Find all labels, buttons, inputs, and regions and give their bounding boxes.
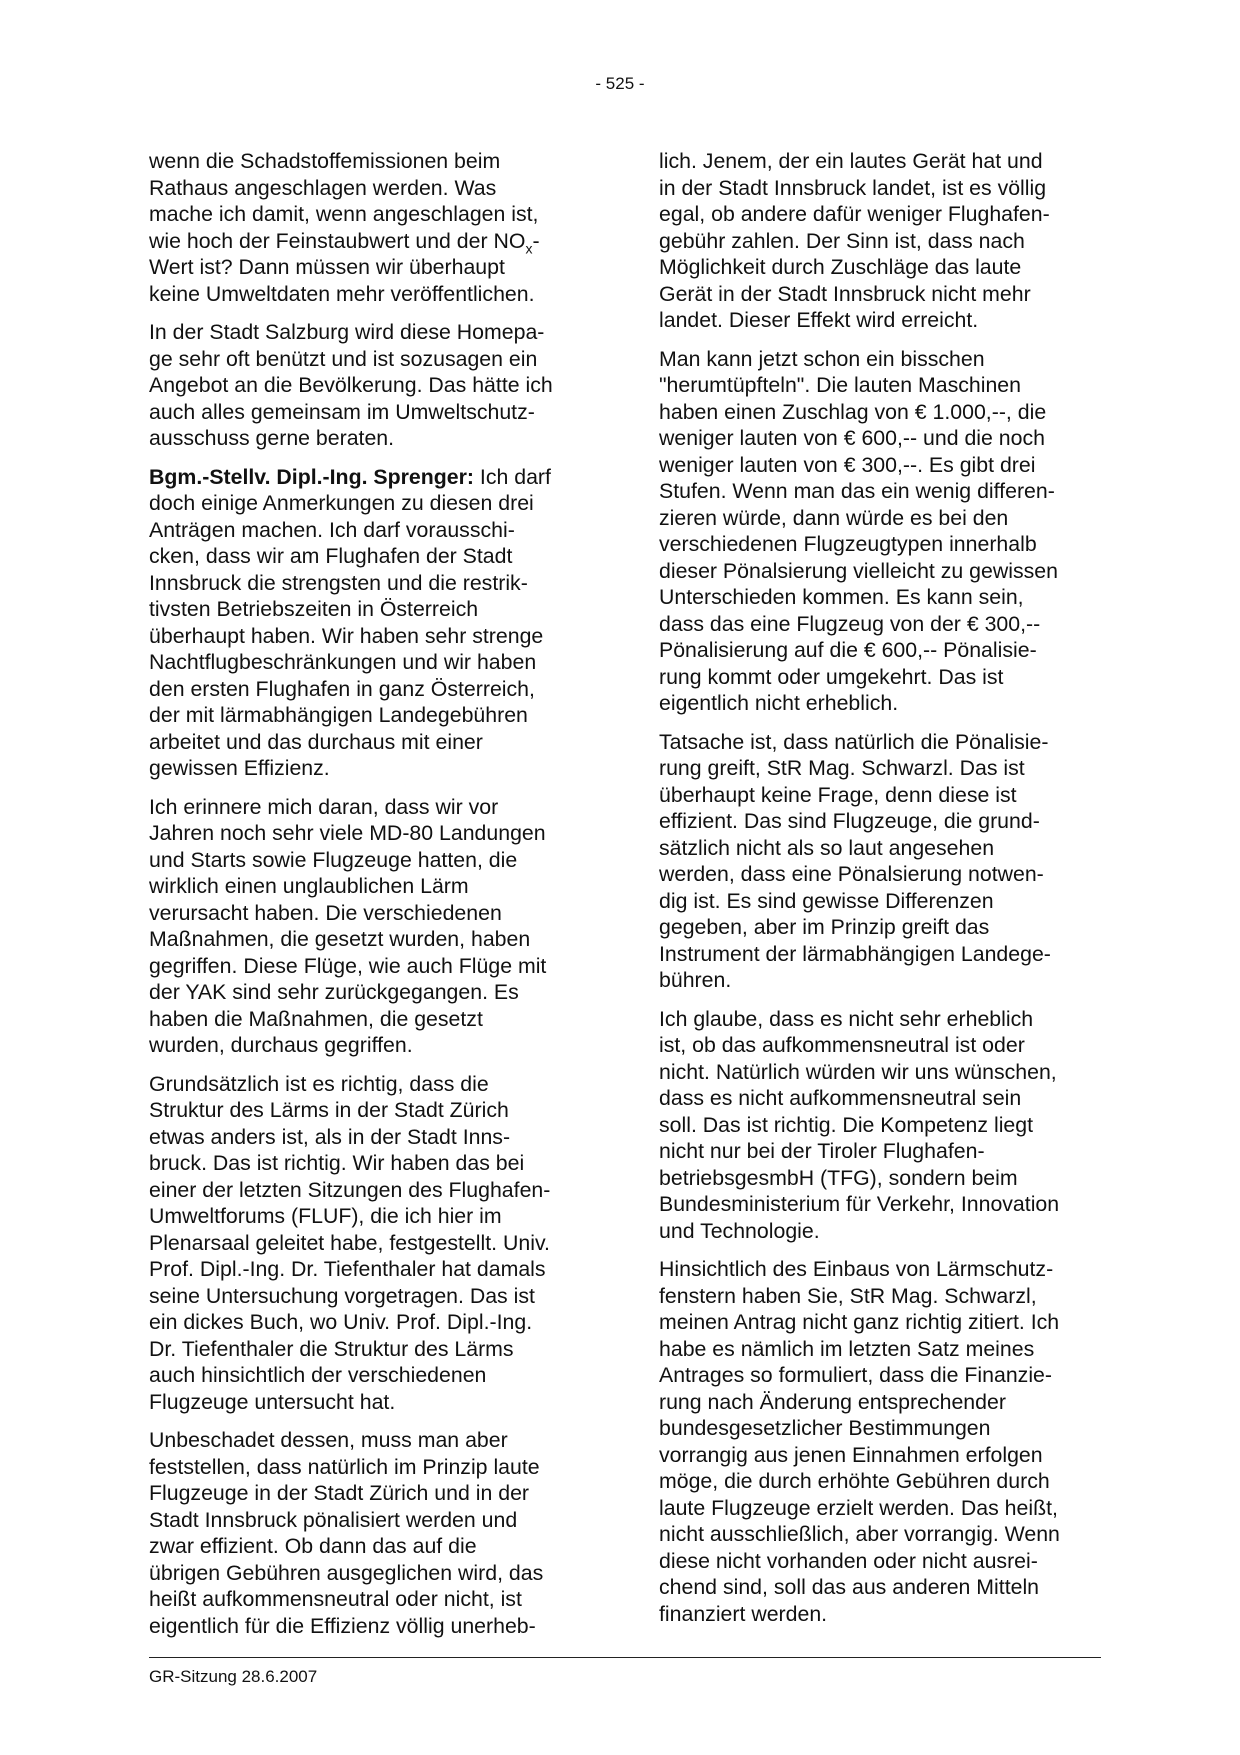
footer-divider — [149, 1657, 1101, 1658]
footer-session-date: GR-Sitzung 28.6.2007 — [149, 1667, 318, 1686]
paragraph-speaker-sprenger — [149, 464, 585, 782]
paragraph: Grundsätzlich ist es richtig, dass die Struktur des Lärms in der Stadt Zürich etwas anders ist, als in der Stadt Inns- bruck. Das ist richtig. Wir haben das bei einer der letzten Sitzungen des Flughafen- Umweltforums (FLUF), die ich hier im Plenarsaal geleitet habe, festgestellt. Univ. Prof. Dipl.-Ing. Dr. Tiefenthaler hat damals seine Untersuchung vorgetragen. Das ist ein dickes Buch, wo Univ. Prof. Dipl.-Ing. Dr. Tiefenthaler die Struktur des Lärms auch hinsichtlich der verschiedenen Flugzeuge untersucht hat. — [149, 1071, 551, 1414]
paragraph: Tatsache ist, dass natürlich die Pönalisie- rung greift, StR Mag. Schwarzl. Das ist überhaupt keine Frage, denn diese ist effizient. Das sind Flugzeuge, die grund- sätzlich nicht als so laut angesehen werden, dass eine Pönalsierung notwen- dig ist. Es sind gewisse Differenzen gegeben, aber im Prinzip greift das Instrument der lärmabhängigen Landege- bühren. — [659, 729, 1051, 992]
subscript: x — [525, 239, 533, 256]
left-column — [149, 148, 585, 1651]
paragraph: Man kann jetzt schon ein bisschen "herumtüpfteln". Die lauten Maschinen haben einen Zuschlag von € 1.000,--, die weniger lauten von € 600,-- und die noch weniger lauten von € 300,--. Es gibt drei Stufen. Wenn man das ein wenig differen- zieren würde, dann würde es bei den verschiedenen Flugzeugtypen innerhalb dieser Pönalsierung vielleicht zu gewissen Unterschieden kommen. Es kann sein, dass das eine Flugzeug von der € 300,-- Pönalisierung auf die € 600,-- Pönalisie- rung kommt oder umgekehrt. Das ist eigentlich nicht erheblich. — [659, 346, 1058, 715]
page-number: - 525 - — [595, 74, 645, 93]
paragraph: lich. Jenem, der ein lautes Gerät hat und in der Stadt Innsbruck landet, ist es völlig egal, ob andere dafür weniger Flughafen- gebühr zahlen. Der Sinn ist, dass nach Möglichkeit durch Zuschläge das laute Gerät in der Stadt Innsbruck nicht mehr landet. Dieser Effekt wird erreicht. — [659, 149, 1050, 332]
paragraph: Unbeschadet dessen, muss man aber feststellen, dass natürlich im Prinzip laute Flugzeuge in der Stadt Zürich und in der Stadt Innsbruck pönalisiert werden und zwar effizient. Ob dann das auf die übrigen Gebühren ausgeglichen wird, das heißt aufkommensneutral oder nicht, ist eigentlich für die Effizienz völlig unerheb- — [149, 1428, 544, 1638]
speaker-name: Bgm.-Stellv. Dipl.-Ing. Sprenger: — [149, 464, 474, 489]
paragraph: In der Stadt Salzburg wird diese Homepa- ge sehr oft benützt und ist sozusagen ein Angebot an die Bevölkerung. Das hätte ich auch alles gemeinsam im Umweltschutz- ausschuss gerne beraten. — [149, 320, 553, 450]
paragraph: wenn die Schadstoffemissionen beim Rathaus angeschlagen werden. Was mache ich damit, wenn angeschlagen ist, wie hoch der Feinstaubwert und der $NO_x-$ Wert ist? Dann müssen wir überhaupt keine Umweltdaten mehr veröffentlichen. — [149, 149, 540, 306]
paragraph: Ich glaube, dass es nicht sehr erheblich ist, ob das aufkommensneutral ist oder nicht. Natürlich würden wir uns wünschen, dass es nicht aufkommensneutral sein soll. Das ist richtig. Die Kompetenz liegt nicht nur bei der Tiroler Flughafen- betriebsgesmbH (TFG), sondern beim Bundesministerium für Verkehr, Innovation und Technologie. — [659, 1006, 1060, 1243]
paragraph: Hinsichtlich des Einbaus von Lärmschutz- fenstern haben Sie, StR Mag. Schwarzl, meinen Antrag nicht ganz richtig zitiert. Ich habe es nämlich im letzten Satz meines Antrages so formuliert, dass die Finanzie- rung nach Änderung entsprechender bundesgesetzlicher Bestimmungen vorrangig aus jenen Einnahmen erfolgen möge, die durch erhöhte Gebühren durch laute Flugzeuge erzielt werden. Das heißt, nicht ausschließlich, aber vorrangig. Wenn diese nicht vorhanden oder nicht ausrei- chend sind, soll das aus anderen Mitteln finanziert werden. — [659, 1257, 1060, 1626]
paragraph: Ich erinnere mich daran, dass wir vor Jahren noch sehr viele MD-80 Landungen und Starts sowie Flugzeuge hatten, die wirklich einen unglaublichen Lärm verursacht haben. Die verschiedenen Maßnahmen, die gesetzt wurden, haben gegriffen. Diese Flüge, wie auch Flüge mit der YAK sind sehr zurückgegangen. Es haben die Maßnahmen, die gesetzt wurden, durchaus gegriffen. — [149, 794, 547, 1057]
right-column — [659, 148, 1095, 1639]
speech-text: Ich darf doch einige Anmerkungen zu diesen drei Anträgen machen. Ich darf vorausschi- cken, dass wir am Flughafen der Stadt Innsbruck die strengsten und die restrik- tivsten Betriebszeiten in Österreich überhaupt haben. Wir haben sehr strenge Nachtflugbeschränkungen und wir haben den ersten Flughafen in ganz Österreich, der mit lärmabhängigen Landegebühren arbeitet und das durchaus mit einer gewissen Effizienz. — [149, 464, 551, 780]
